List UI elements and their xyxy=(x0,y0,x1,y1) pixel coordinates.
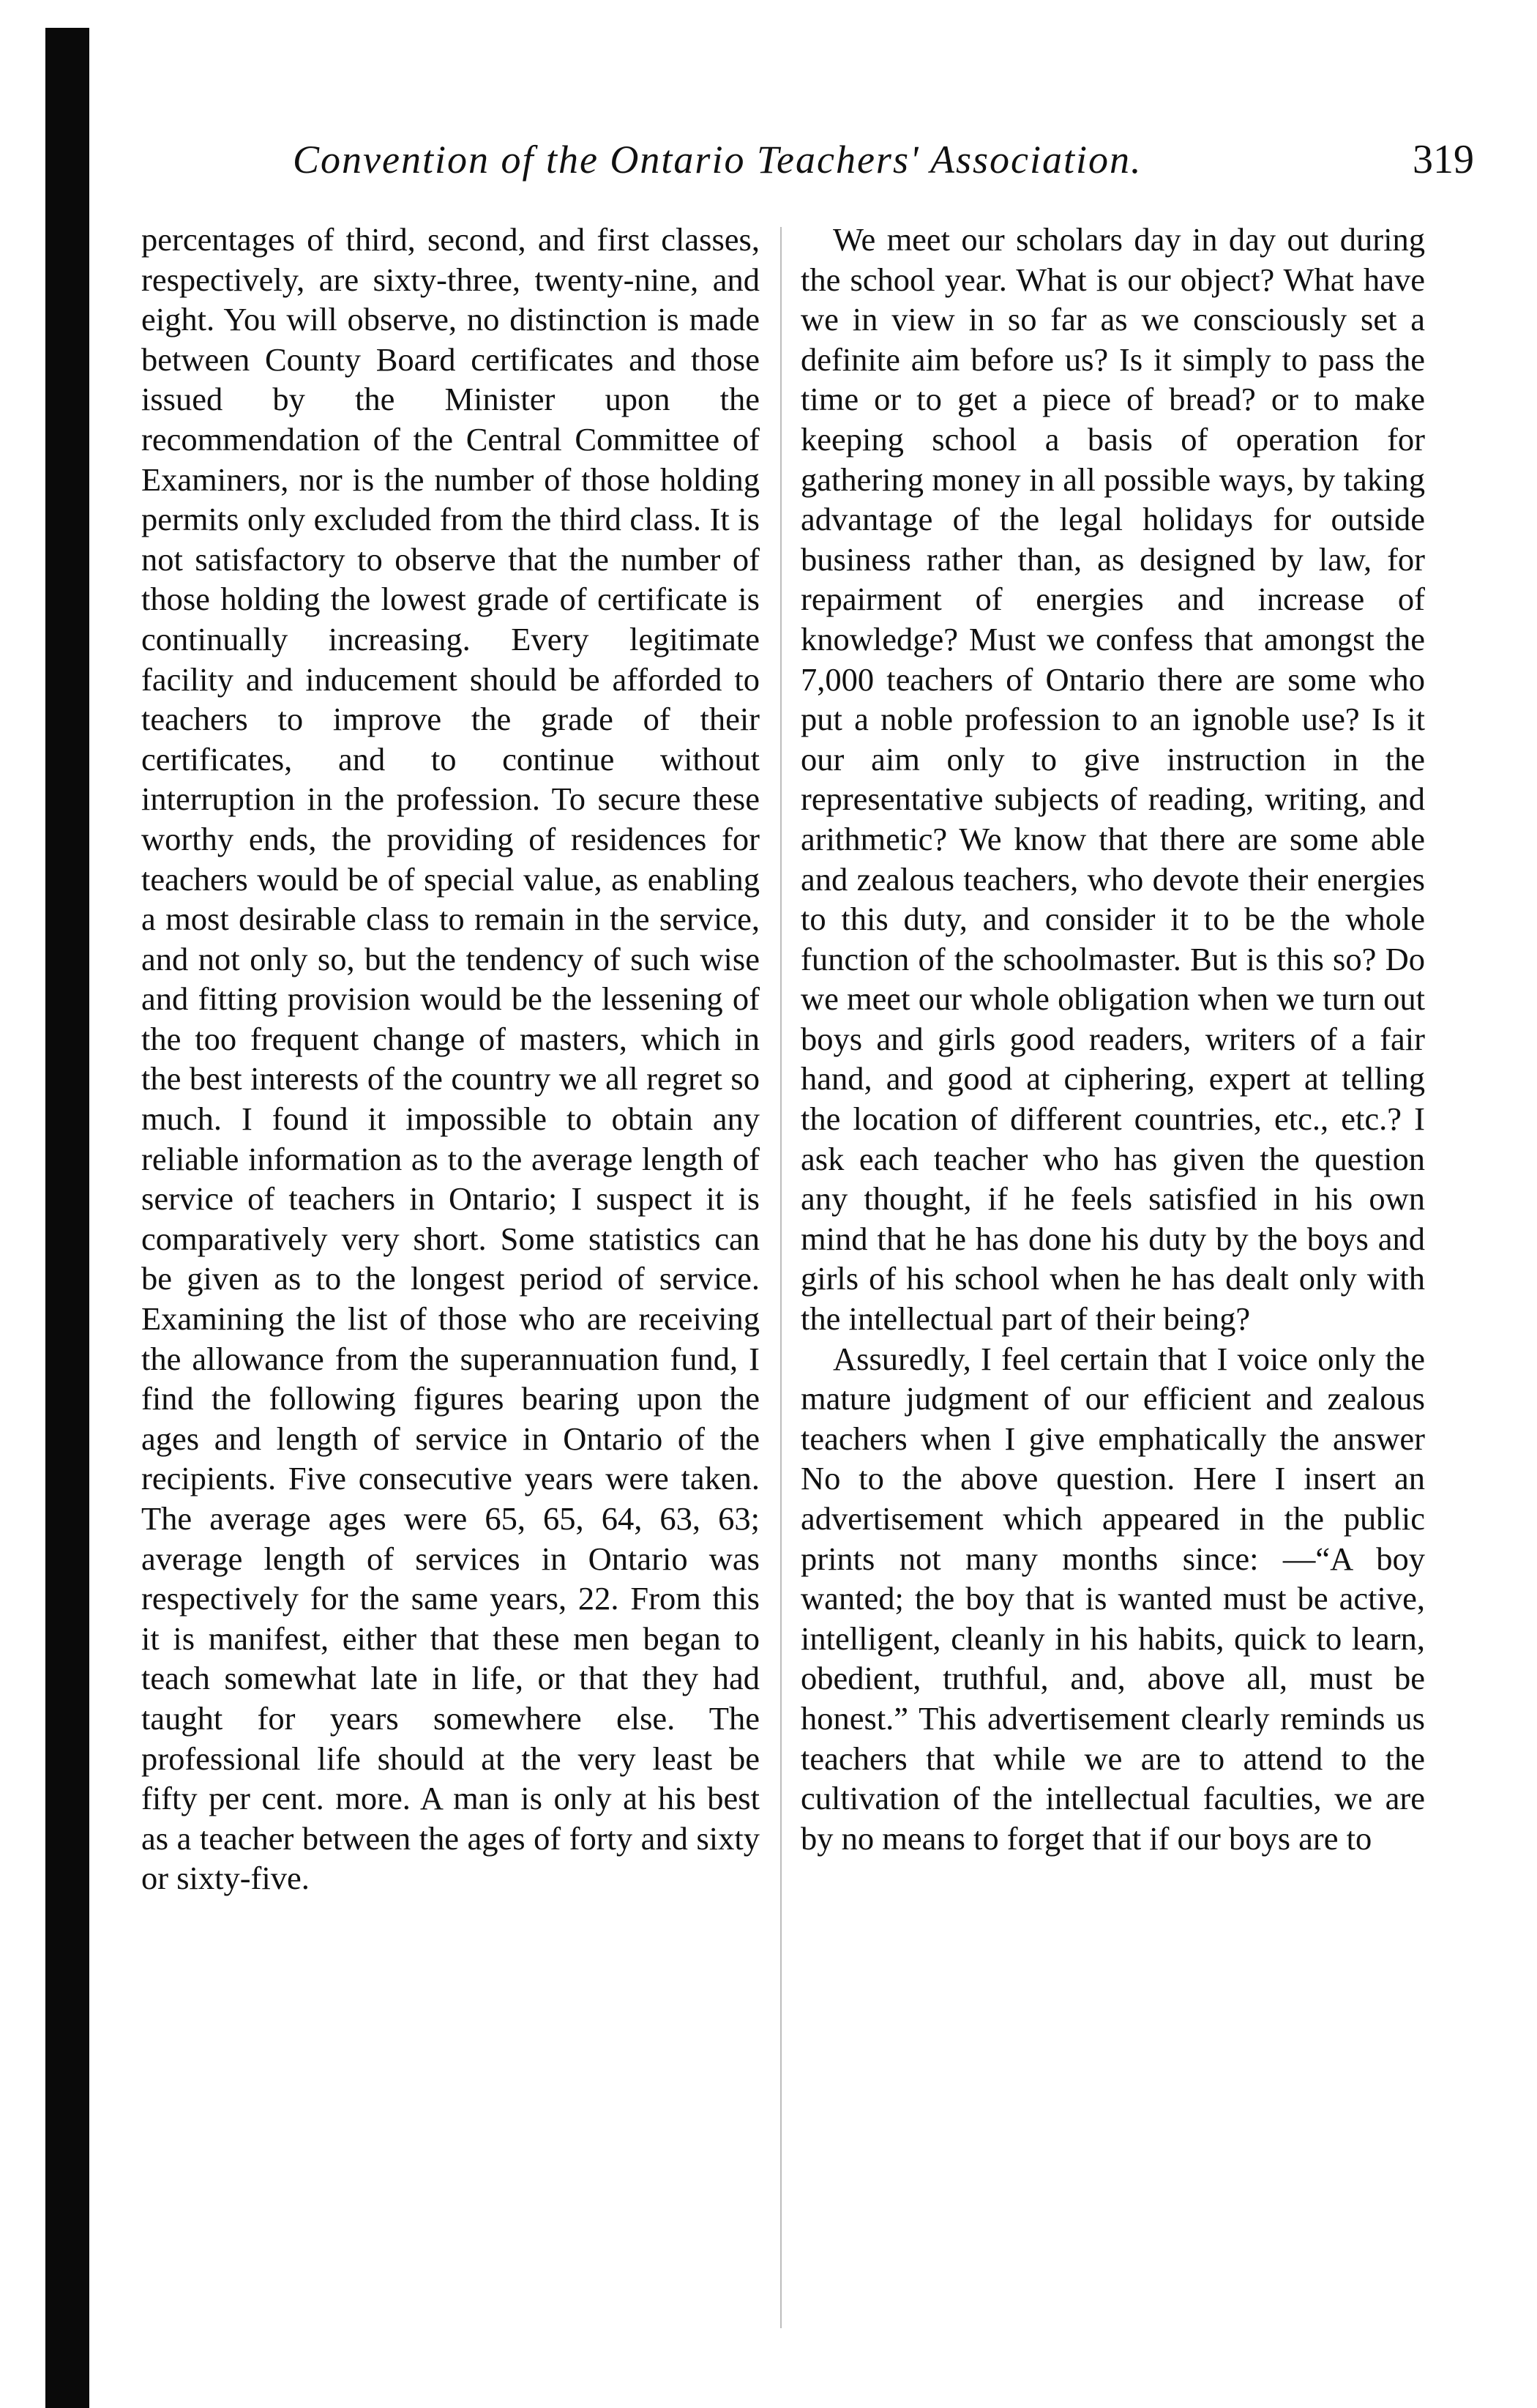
running-title: Convention of the Ontario Teachers' Association. xyxy=(293,138,1143,182)
right-paragraph-1: We meet our scholars day in day out during the school year. What is our object? What have we in view in so far as we consciously set a definite aim before us? Is it simply to pass the time or to get a piece of bread? or to make keeping school a basis of operation for gathering money in all possible ways, by taking advantage of the legal holidays for outside business rather than, as designed by law, for repairment of energies and increase of knowledge? Must we confess that amongst the 7,000 teachers of Ontario there are some who put a noble profession to an ignoble use? Is it our aim only to give instruction in the representative subjects of reading, writing, and arithmetic? We know that there are some able and zealous teachers, who devote their energies to this duty, and consider it to be the whole function of the schoolmaster. But is this so? Do we meet our whole obligation when we turn out boys and girls good readers, writers of a fair hand, and good at ciphering, expert at telling the location of different countries, etc., etc.? I ask each teacher who has given the question any thought, if he feels satisfied in his own mind that he has done his duty by the boys and girls of his school when he has dealt only with the intellectual part of their being? xyxy=(801,221,1425,1338)
left-paragraph-1: percentages of third, second, and first classes, respectively, are sixty-three, twenty-nine, and eight. You will observe, no distinction is made between County Board certificates and those issued by the Minister upon the recommendation of the Central Committee of Examiners, nor is the number of those holding permits only excluded from the third class. It is not satisfactory to observe that the number of those holding the lowest grade of certificate is continually increasing. Every legitimate facility and inducement should be afforded to teachers to improve the grade of their certificates, and to continue without interruption in the profession. To secure these worthy ends, the providing of residences for teachers would be of special value, as enabling a most desirable class to remain in the service, and not only so, but the tendency of such wise and fitting provision would be the lessening of the too frequent change of masters, which in the best interests of the country we all regret so much. I found it impossible to obtain any reliable information as to the average length of service of teachers in Ontario; I suspect it is comparatively very short. Some statistics can be given as to the longest period of service. Examining the list of those who are receiving the allowance from the superannuation fund, I find the following figures bearing upon the ages and length of service in Ontario of the recipients. Five consecutive years were taken. The average ages were 65, 65, 64, 63, 63; average length of services in Ontario was respectively for the same years, 22. From this it is manifest, either that these men began to teach somewhat late in life, or that they had taught for years somewhere else. The professional life should at the very least be fifty per cent. more. A man is only at his best as a teacher between the ages of forty and sixty or sixty-five. xyxy=(141,221,760,1897)
running-head xyxy=(293,123,1537,196)
column-divider xyxy=(780,227,782,2328)
scan-edge-shadow xyxy=(45,28,89,2408)
page-number: 319 xyxy=(1413,137,1474,182)
right-column xyxy=(801,220,1425,1858)
right-paragraph-2: Assuredly, I feel certain that I voice only the mature judgment of our efficient and zealous teachers when I give emphatically the answer No to the above question. Here I insert an advertisement which appeared in the public prints not many months since: —“A boy wanted; the boy that is wanted must be active, intelligent, cleanly in his habits, quick to learn, obedient, truthful, and, above all, must be honest.” This advertisement clearly reminds us teachers that while we are to attend to the cultivation of the intellectual faculties, we are by no means to forget that if our boys are to xyxy=(801,1340,1425,1857)
left-column xyxy=(141,220,760,1898)
